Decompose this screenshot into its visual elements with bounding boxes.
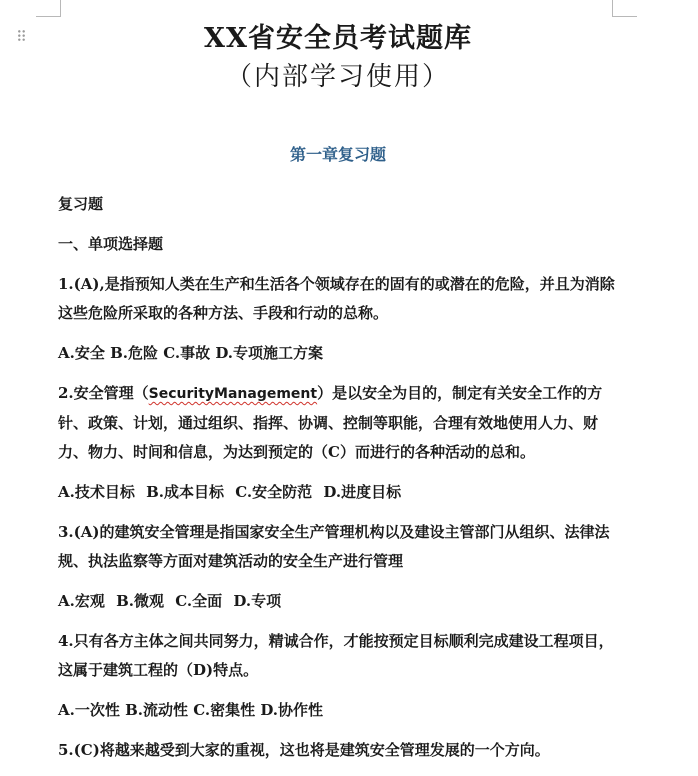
question-2-text-start: 2.安全管理（	[58, 384, 149, 402]
question-2-option-c: C.安全防范	[235, 483, 313, 501]
question-5: 5.(C)将越来越受到大家的重视，这也将是建筑安全管理发展的一个方向。	[58, 741, 550, 759]
question-2-term: SecurityManagement	[148, 386, 318, 402]
question-3-option-d: D.专项	[233, 592, 282, 610]
question-3-options	[58, 587, 618, 616]
question-3-option-b: B.微观	[116, 592, 165, 610]
question-3-option-c: C.全面	[175, 592, 223, 610]
document-page	[58, 20, 618, 776]
question-2-options	[58, 478, 618, 507]
section-type: 一、单项选择题	[58, 235, 164, 253]
question-2-option-a: A.技术目标	[58, 483, 135, 501]
question-3-option-a: A.宏观	[58, 592, 105, 610]
page-corner-top-right	[612, 0, 637, 17]
question-2-option-b: B.成本目标	[146, 483, 225, 501]
chapter-heading: 第一章复习题	[289, 145, 386, 164]
question-2-text-end: ）是以安全为目的，制定有关安全工作的方针、政策、计划，通过组织、指挥、协调、控制等职能，合理有效地使用人力、财力、物力、时间和信息，为达到预定的（C）而进行的各种活动的总和。	[58, 384, 603, 461]
question-1-options: A.安全 B.危险 C.事故 D.专项施工方案	[58, 344, 324, 362]
document-title: XX省安全员考试题库	[204, 23, 472, 54]
question-2	[58, 379, 618, 467]
question-1: 1.(A),是指预知人类在生产和生活各个领域存在的固有的或潜在的危险，并且为消除这些危险所采取的各种方法、手段和行动的总称。	[58, 275, 615, 322]
question-4-options: A.一次性 B.流动性 C.密集性 D.协作性	[58, 701, 324, 719]
question-2-option-d: D.进度目标	[323, 483, 402, 501]
page-corner-top-left	[36, 0, 61, 17]
drag-handle-icon[interactable]: ⠿	[16, 28, 26, 46]
document-subtitle: （内部学习使用）	[225, 62, 450, 92]
question-4: 4.只有各方主体之间共同努力，精诚合作，才能按预定目标顺利完成建设工程项目，这属于建筑工程的（D)特点。	[58, 632, 614, 679]
question-3: 3.(A)的建筑安全管理是指国家安全生产管理机构以及建设主管部门从组织、法律法规、执法监察等方面对建筑活动的安全生产进行管理	[58, 523, 610, 570]
section-label: 复习题	[58, 195, 104, 213]
